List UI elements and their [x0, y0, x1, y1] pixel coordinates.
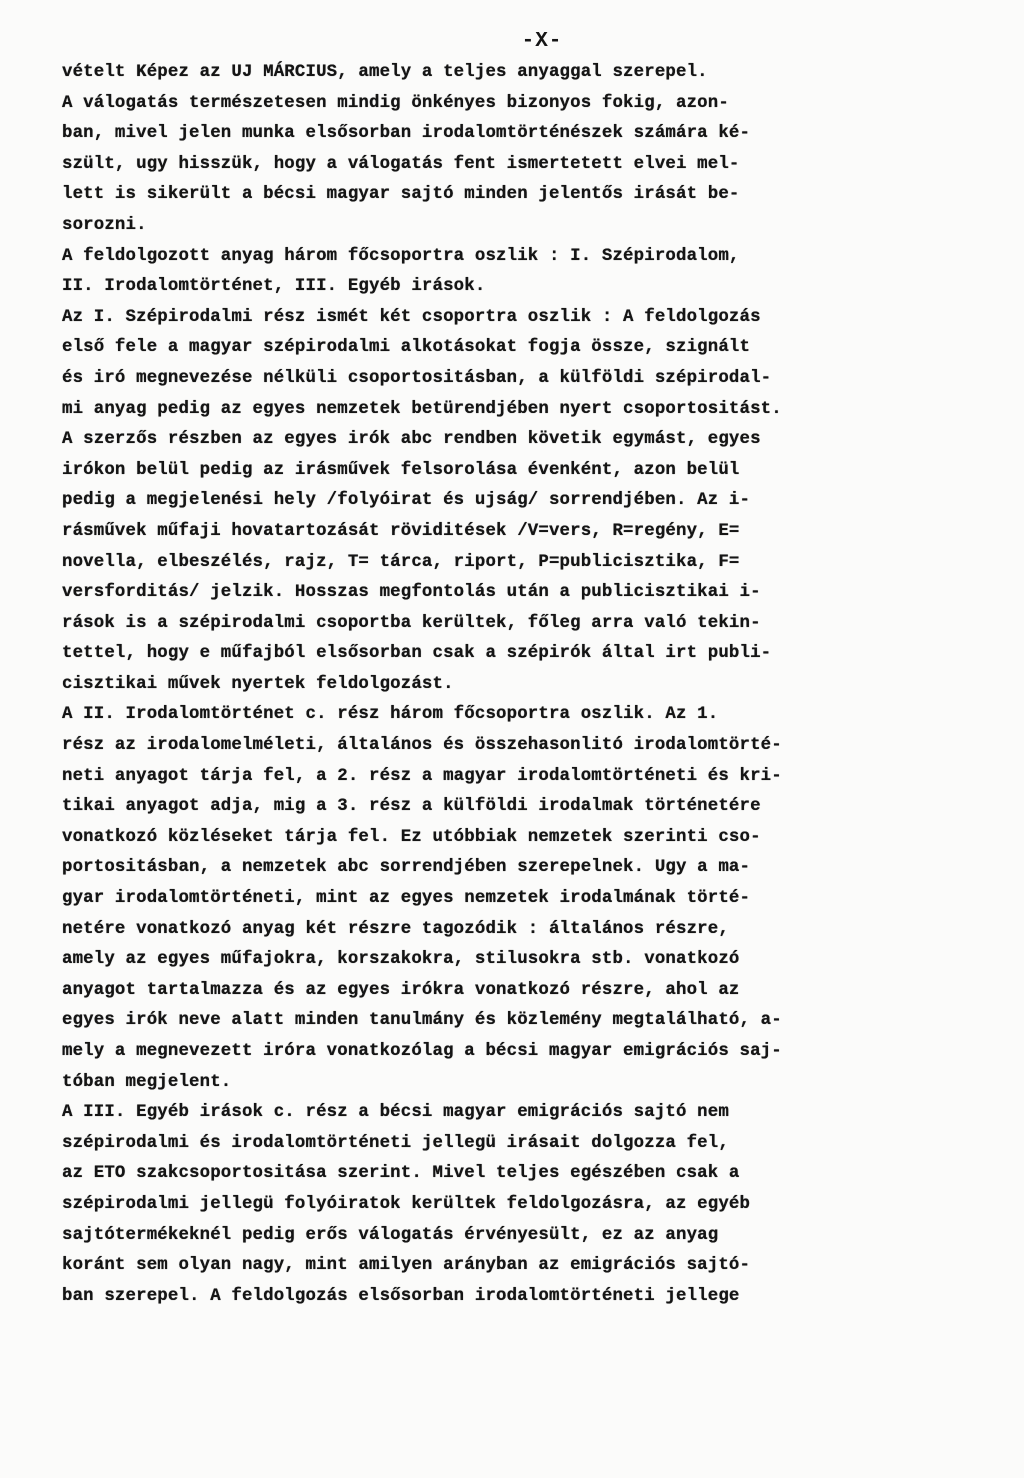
text-line: A III. Egyéb irások c. rész a bécsi magyar emigrációs sajtó nem: [62, 1103, 729, 1123]
text-line: tikai anyagot adja, mig a 3. rész a külföldi irodalmak történetére: [62, 797, 761, 817]
text-line: ban, mivel jelen munka elsősorban irodalomtörténészek számára ké-: [62, 124, 751, 144]
text-line: anyagot tartalmazza és az egyes irókra vonatkozó részre, ahol az: [62, 980, 740, 1000]
text-line: novella, elbeszélés, rajz, T= tárca, riport, P=publicisztika, F=: [62, 552, 740, 572]
text-line: sorozni.: [62, 215, 147, 235]
text-line: Az I. Szépirodalmi rész ismét két csoportra oszlik : A feldolgozás: [62, 307, 761, 327]
text-line: mely a megnevezett iróra vonatkozólag a bécsi magyar emigrációs saj-: [62, 1042, 782, 1061]
text-line: az ETO szakcsoportositása szerint. Mivel teljes egészében csak a: [62, 1164, 740, 1184]
text-line: lett is sikerült a bécsi magyar sajtó minden jelentős irását be-: [62, 185, 740, 205]
text-line: II. Irodalomtörténet, III. Egyéb irások.: [62, 277, 486, 297]
text-line: neti anyagot tárja fel, a 2. rész a magyar irodalomtörténeti és kri-: [62, 766, 782, 786]
text-line: szépirodalmi jellegü folyóiratok kerültek feldolgozásra, az egyéb: [62, 1194, 751, 1214]
text-line: rásművek műfaji hovatartozását röviditések /V=vers, R=regény, E=: [62, 521, 740, 541]
text-line: tóban megjelent.: [62, 1072, 232, 1092]
text-line: amely az egyes műfajokra, korszakokra, stilusokra stb. vonatkozó: [62, 950, 740, 970]
text-line: tettel, hogy e műfajból elsősorban csak a szépirók által irt publi-: [62, 644, 772, 664]
text-line: rész az irodalomelméleti, általános és összehasonlitó irodalomtörté-: [62, 736, 782, 756]
text-line: irókon belül pedig az irásművek felsorolása évenként, azon belül: [62, 460, 740, 480]
text-line: sajtótermékeknél pedig erős válogatás érvényesült, ez az anyag: [62, 1225, 719, 1245]
text-line: cisztikai művek nyertek feldolgozást.: [62, 674, 454, 694]
text-line: első fele a magyar szépirodalmi alkotásokat fogja össze, szignált: [62, 338, 751, 358]
text-line: szépirodalmi és irodalomtörténeti jellegü irásait dolgozza fel,: [62, 1133, 729, 1153]
text-line: vételt Képez az UJ MÁRCIUS, amely a teljes anyaggal szerepel.: [62, 63, 708, 82]
text-line: vonatkozó közléseket tárja fel. Ez utóbbiak nemzetek szerinti cso-: [62, 827, 761, 847]
text-line: ban szerepel. A feldolgozás elsősorban irodalomtörténeti jellege: [62, 1286, 740, 1306]
text-line: netére vonatkozó anyag két részre tagozódik : általános részre,: [62, 919, 729, 939]
text-line: koránt sem olyan nagy, mint amilyen arányban az emigrációs sajtó-: [62, 1256, 751, 1276]
text-line: pedig a megjelenési hely /folyóirat és ujság/ sorrendjében. Az i-: [62, 491, 751, 511]
text-line: mi anyag pedig az egyes nemzetek betürendjében nyert csoportositást.: [62, 399, 782, 419]
text-line: A feldolgozott anyag három főcsoportra oszlik : I. Szépirodalom,: [62, 246, 740, 266]
text-line: és iró megnevezése nélküli csoportositásban, a külföldi szépirodal-: [62, 368, 772, 388]
text-line: A válogatás természetesen mindig önkényes bizonyos fokig, azon-: [62, 93, 729, 113]
text-line: A szerzős részben az egyes irók abc rendben követik egymást, egyes: [62, 430, 761, 450]
text-line: portositásban, a nemzetek abc sorrendjében szerepelnek. Ugy a ma-: [62, 858, 751, 878]
text-line: egyes irók neve alatt minden tanulmány és közlemény megtalálható, a-: [62, 1011, 782, 1031]
text-line: szült, ugy hisszük, hogy a válogatás fent ismertetett elvei mel-: [62, 154, 740, 174]
body-text: [62, 58, 962, 1312]
page-number: -X-: [521, 30, 563, 53]
text-line: A II. Irodalomtörténet c. rész három főcsoportra oszlik. Az 1.: [62, 705, 719, 725]
text-line: rások is a szépirodalmi csoportba kerültek, főleg arra való tekin-: [62, 613, 761, 633]
text-line: gyar irodalomtörténeti, mint az egyes nemzetek irodalmának törté-: [62, 889, 751, 909]
text-line: versforditás/ jelzik. Hosszas megfontolás után a publicisztikai i-: [62, 583, 761, 603]
